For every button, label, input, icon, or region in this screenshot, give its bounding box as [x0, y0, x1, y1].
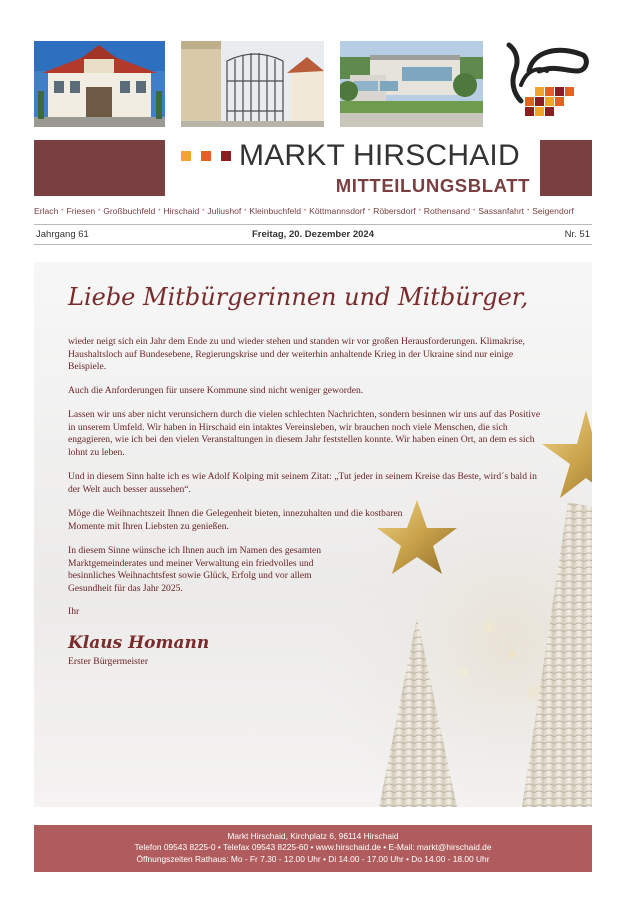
village-item: Großbuchfeld — [103, 206, 156, 216]
masthead-square-orange — [201, 151, 211, 161]
footer-address: Markt Hirschaid, Kirchplatz 6, 96114 Hirschaid — [227, 831, 399, 841]
village-separator: • — [244, 208, 247, 214]
issue-number: Nr. 51 — [564, 229, 590, 240]
letter-paragraph: Auch die Anforderungen für unsere Kommune sind nicht weniger geworden. — [68, 385, 364, 396]
issue-date: Freitag, 20. Dezember 2024 — [252, 229, 374, 240]
letter-closing: Ihr — [68, 606, 80, 617]
village-item: Rothensand — [423, 206, 471, 216]
village-item: Köttmannsdorf — [309, 206, 365, 216]
masthead-square-yellow — [181, 151, 191, 161]
signer-role: Erster Bürgermeister — [68, 656, 149, 667]
village-list — [34, 206, 594, 216]
footer — [34, 825, 592, 872]
village-item: Röbersdorf — [373, 206, 416, 216]
village-separator: • — [473, 208, 476, 214]
village-separator: • — [368, 208, 371, 214]
village-separator: • — [61, 208, 64, 214]
village-item: Kleinbuchfeld — [249, 206, 301, 216]
masthead-square-red — [221, 151, 231, 161]
letter-paragraph: Lassen wir uns aber nicht verunsichern durch die vielen schlechten Nachrichten, sondern besinnen wir uns auf das Positive in unserem Umfeld. Wir haben in Hirschaid ein intaktes Vereinsleben, wir brauchen noch viele Menschen, die sich engagieren, wie ich bei den vielen Veranstaltungen in diesem Jahr feststellen konnte. Wir haben einen Ort, an dem es sich lohnt zu leben. — [68, 409, 541, 458]
village-item: Juliushof — [207, 206, 242, 216]
masthead-subtitle: MITTEILUNGSBLATT — [335, 175, 530, 196]
village-separator: • — [158, 208, 161, 214]
masthead-title: MARKT HIRSCHAID — [239, 139, 520, 172]
village-separator: • — [527, 208, 530, 214]
village-separator: • — [418, 208, 421, 214]
village-item: Erlach — [34, 206, 59, 216]
village-item: Friesen — [66, 206, 96, 216]
issue-volume: Jahrgang 61 — [36, 229, 89, 240]
footer-hours: Öffnungszeiten Rathaus: Mo - Fr 7.30 - 12.00 Uhr • Di 14.00 - 17.00 Uhr • Do 14.00 - 18.00 Uhr — [136, 853, 490, 864]
village-item: Sassanfahrt — [478, 206, 525, 216]
school-photo — [340, 41, 483, 127]
townhall-photo — [34, 41, 165, 127]
letter-paragraph: wieder neigt sich ein Jahr dem Ende zu und wieder stehen und standen wir vor großen Herausforderungen. Klimakrise, Haushaltsloch auf Bundesebene, Regierungskrise und der weiterhin anhaltende Krieg in der Ukraine sind nur einige Beispiele. — [68, 336, 525, 373]
village-item: Hirschaid — [163, 206, 200, 216]
signature: Klaus Homann — [68, 633, 210, 653]
masthead-block-right — [540, 140, 592, 196]
letter-paragraph: Und in diesem Sinn halte ich es wie Adolf Kolping mit seinem Zitat: „Tut jeder in seinem Kreise das Beste, wird´s bald in der Welt auch besser aussehen“. — [68, 471, 537, 495]
masthead-block-left — [34, 140, 165, 196]
gate-photo — [181, 41, 324, 127]
letter-paragraph: In diesem Sinne wünsche ich Ihnen auch im Namen des gesamten Marktgemeinderates und meiner Verwaltung ein friedvolles und besinnliches Weihnachtsfest sowie Glück, Erfolg und vor allem Gesundheit für das Jahr 2025. — [68, 545, 322, 594]
letter-salutation: Liebe Mitbürgerinnen und Mitbürger, — [68, 283, 529, 311]
village-separator: • — [202, 208, 205, 214]
hirschaid-logo — [499, 41, 593, 119]
letter-paragraph: Möge die Weihnachtszeit Ihnen die Gelegenheit bieten, innezuhalten und die kostbaren Momente mit Ihren Liebsten zu genießen. — [68, 508, 403, 532]
issue-info-bar — [34, 224, 592, 245]
village-item: Seigendorf — [532, 206, 574, 216]
village-separator: • — [304, 208, 307, 214]
footer-contact: Telefon 09543 8225-0 • Telefax 09543 8225-60 • www.hirschaid.de • E-Mail: markt@hirschaid.de — [134, 842, 492, 853]
village-separator: • — [98, 208, 101, 214]
